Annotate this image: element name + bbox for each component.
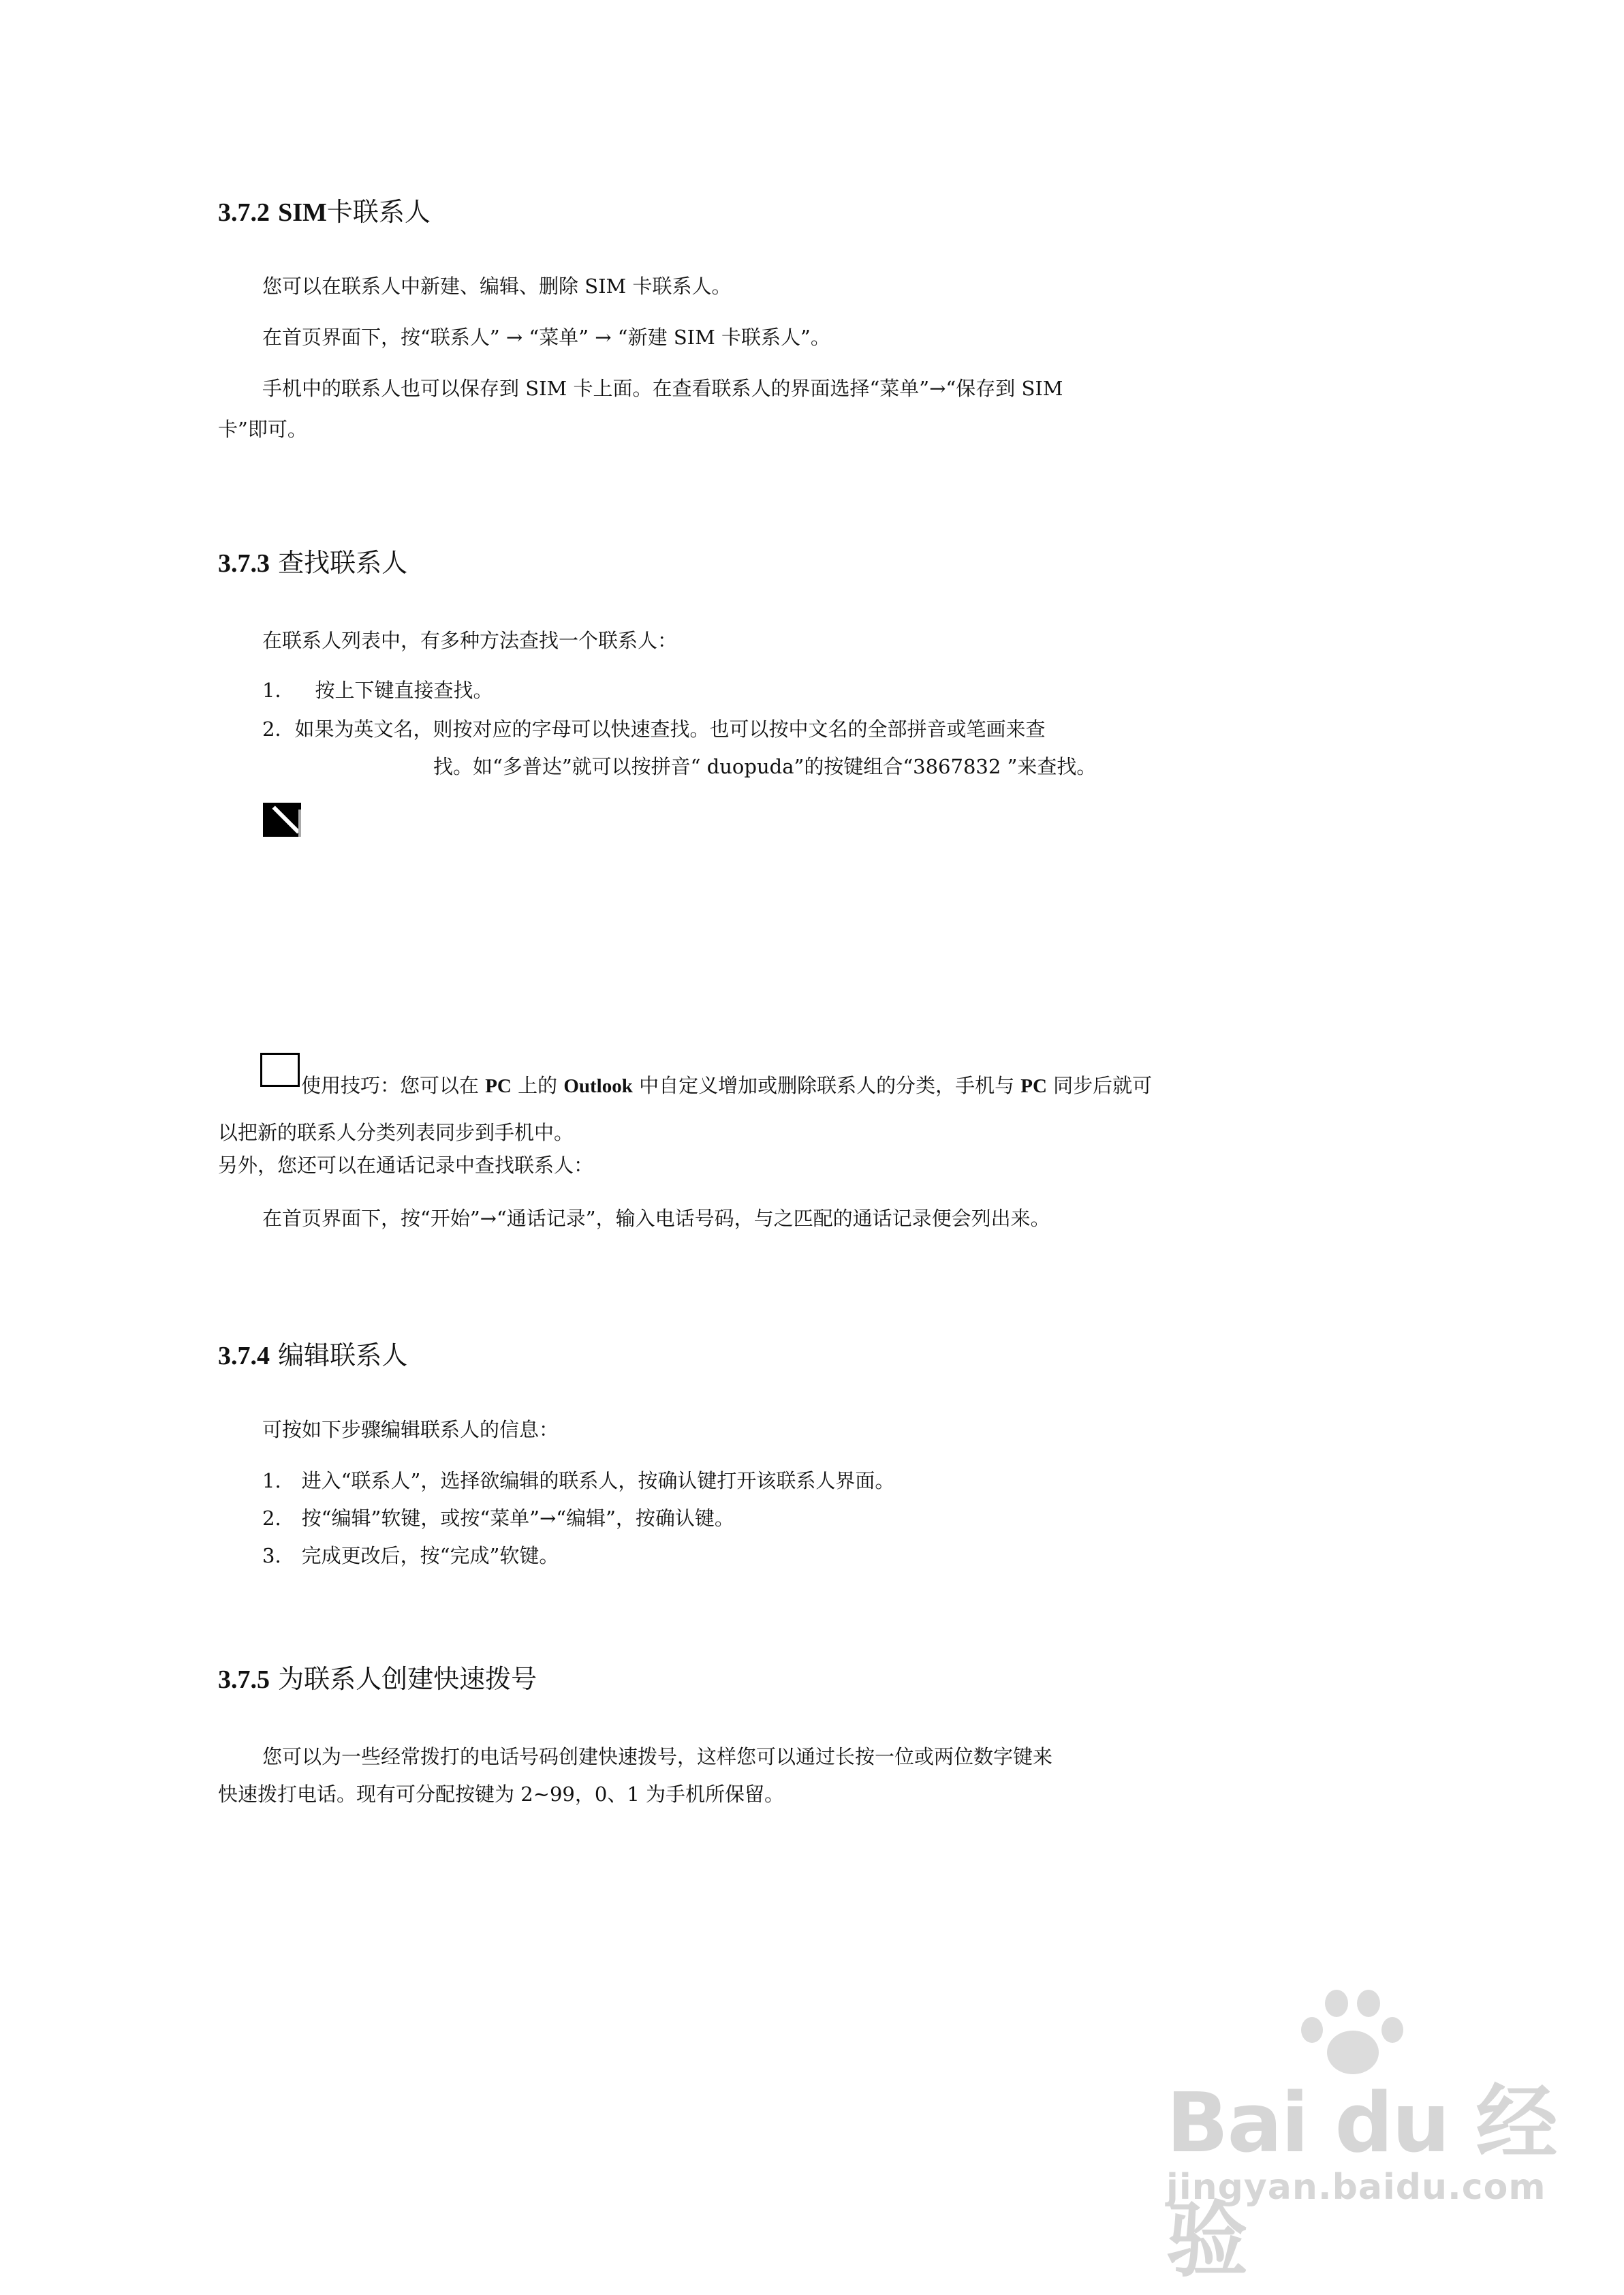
- list-text: 如果为英文名，则按对应的字母可以快速查找。也可以按中文名的全部拼音或笔画来查: [294, 718, 1046, 741]
- list-number: 2.: [262, 1507, 281, 1530]
- section-number: 3.7.5: [218, 1665, 270, 1694]
- paragraph: 另外，您还可以在通话记录中查找联系人：: [218, 1154, 594, 1177]
- paragraph: 在联系人列表中，有多种方法查找一个联系人：: [262, 629, 678, 652]
- list-number: 1.: [262, 1469, 281, 1492]
- list-text: 按上下键直接查找。: [315, 679, 493, 702]
- paragraph: 您可以在联系人中新建、编辑、删除 SIM 卡联系人。: [262, 275, 732, 298]
- watermark-logo: Bai du 经验: [1166, 2076, 1557, 2288]
- paragraph: 您可以为一些经常拨打的电话号码创建快速拨号，这样您可以通过长按一位或两位数字键来: [262, 1745, 1053, 1768]
- sim-label: SIM: [278, 198, 327, 227]
- paragraph: 在首页界面下，按“联系人” → “菜单” → “新建 SIM 卡联系人”。: [262, 326, 830, 349]
- section-number: 3.7.2: [218, 198, 270, 227]
- list-item: [262, 1542, 559, 1569]
- section-title-text: 编辑联系人: [278, 1340, 408, 1370]
- tip-icon: [260, 1053, 300, 1087]
- paragraph: 在首页界面下，按“开始”→“通话记录”，输入电话号码，与之匹配的通话记录便会列出来。: [262, 1207, 1050, 1230]
- section-title-text: 为联系人创建快速拨号: [278, 1664, 537, 1694]
- section-title-text: 卡联系人: [326, 197, 431, 227]
- list-number: 1．: [262, 679, 295, 702]
- section-title-text: 查找联系人: [278, 548, 408, 578]
- section-number: 3.7.3: [218, 549, 270, 578]
- list-text: 按“编辑”软键，或按“菜单”→“编辑”，按确认键。: [301, 1507, 734, 1530]
- paragraph: 快速拨打电话。现有可分配按键为 2~99，0、1 为手机所保留。: [218, 1783, 784, 1806]
- list-item: [262, 677, 493, 704]
- list-text: 完成更改后，按“完成”软键。: [301, 1544, 559, 1567]
- list-number: 2．: [262, 718, 295, 741]
- paragraph: 卡”即可。: [218, 418, 307, 441]
- section-3-7-5-title: [218, 1658, 537, 1695]
- list-item-continued: 找。如“多普达”就可以按拼音“ duopuda”的按键组合“3867832 ”来查找。: [433, 755, 1097, 778]
- list-item: [262, 1505, 734, 1532]
- section-3-7-2-title: [218, 191, 431, 228]
- note-icon: [263, 803, 301, 837]
- list-item: [262, 715, 1045, 743]
- list-item: [262, 1467, 894, 1494]
- section-3-7-4-title: [218, 1334, 407, 1372]
- watermark-url: jingyan.baidu.com: [1166, 2167, 1546, 2208]
- paragraph: 手机中的联系人也可以保存到 SIM 卡上面。在查看联系人的界面选择“菜单”→“保存到 SIM: [262, 377, 1063, 400]
- list-number: 3.: [262, 1544, 281, 1567]
- tip-text-line2: 以把新的联系人分类列表同步到手机中。: [218, 1121, 574, 1144]
- list-text: 进入“联系人”，选择欲编辑的联系人，按确认键打开该联系人界面。: [301, 1469, 895, 1492]
- section-number: 3.7.4: [218, 1342, 270, 1370]
- paragraph: 可按如下步骤编辑联系人的信息：: [262, 1418, 559, 1441]
- tip-text: 使用技巧：您可以在 PC 上的 Outlook 中自定义增加或删除联系人的分类，手机与 PC 同步后就可: [301, 1074, 1153, 1097]
- section-3-7-3-title: [218, 542, 407, 579]
